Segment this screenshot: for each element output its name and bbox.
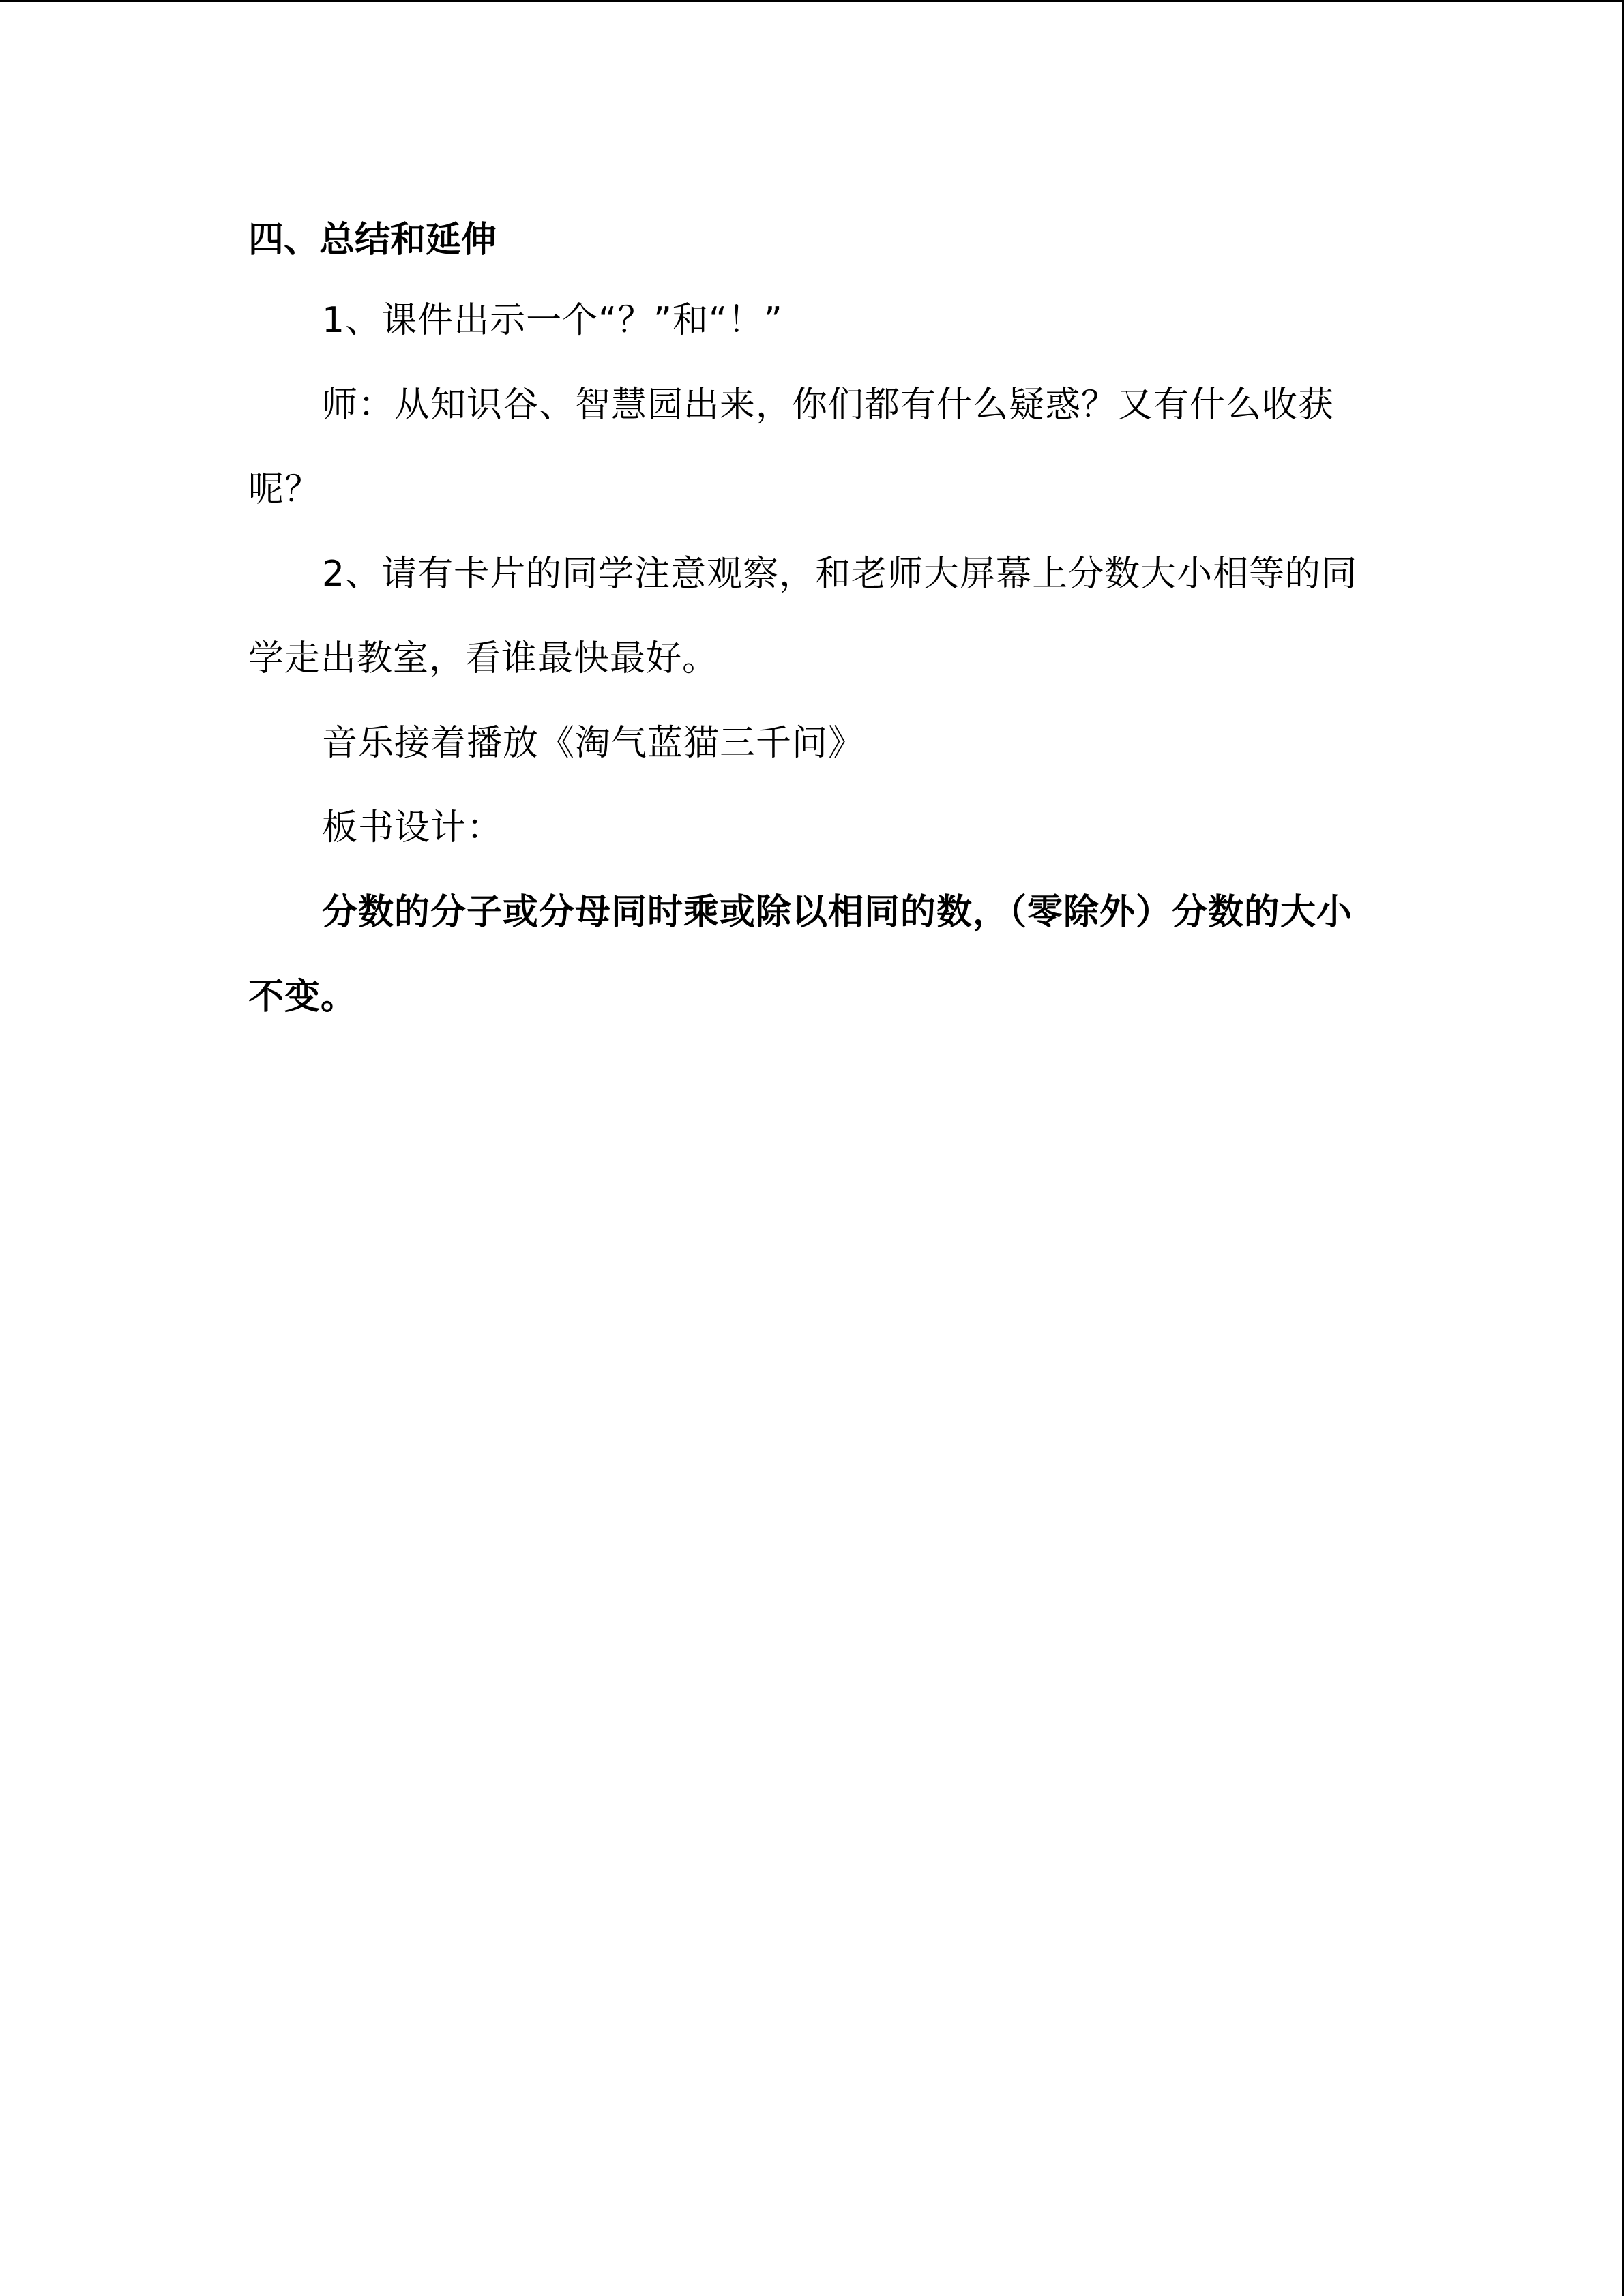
document-body [248, 205, 1374, 1039]
section-heading: 四、总结和延伸 [248, 220, 497, 260]
page-border-top [0, 0, 1624, 2]
paragraph-card-activity: 2、请有卡片的同学注意观察，和老师大屏幕上分数大小相等的同学走出教室，看谁最快最好。 [248, 554, 1358, 679]
paragraph-board-design-label: 板书设计： [322, 807, 503, 848]
paragraph-teacher-question: 师：从知识谷、智慧园出来，你们都有什么疑惑？又有什么收获呢？ [248, 385, 1335, 510]
paragraph-courseware: 1、课件出示一个“？”和“！” [322, 300, 783, 341]
paragraph-board-design-content: 分数的分子或分母同时乘或除以相同的数，（零除外）分数的大小不变。 [248, 892, 1353, 1017]
paragraph-music: 音乐接着播放《淘气蓝猫三千问》 [322, 723, 865, 764]
